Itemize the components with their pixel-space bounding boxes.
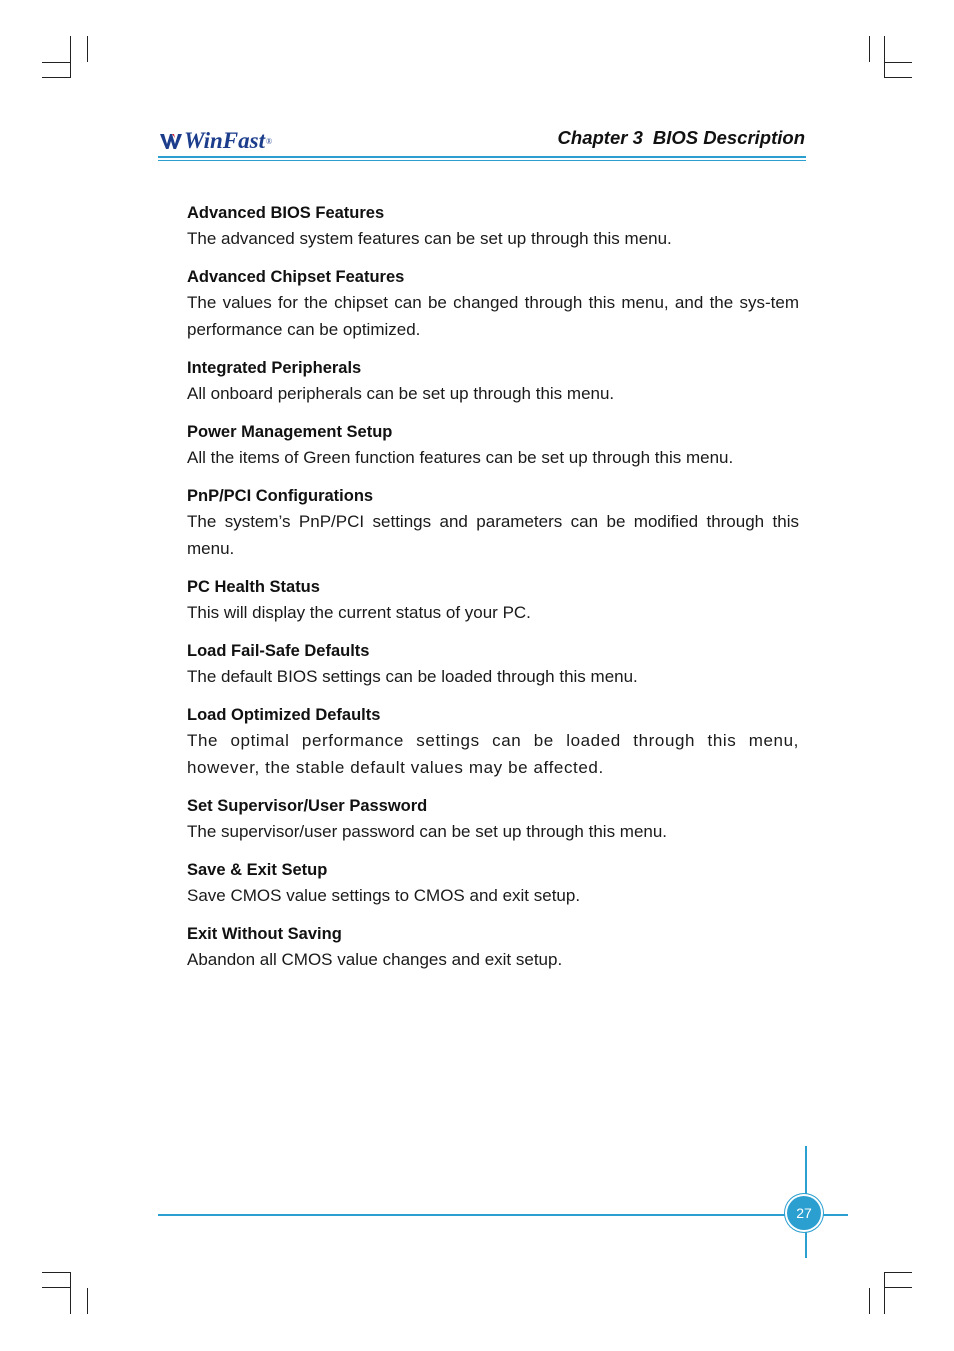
entry-title: Advanced BIOS Features — [187, 204, 385, 222]
chapter-heading — [558, 127, 805, 149]
entry-text: All onboard peripherals can be set up through this menu. — [187, 384, 615, 403]
crop-mark — [884, 1272, 885, 1314]
crop-mark — [42, 1287, 71, 1288]
crop-mark — [884, 36, 885, 78]
crop-mark — [87, 36, 88, 62]
crop-mark — [869, 1288, 870, 1314]
crop-mark — [87, 1288, 88, 1314]
entry-title: Advanced Chipset Features — [187, 268, 405, 286]
entry-load-fail-safe-defaults — [187, 639, 799, 690]
entry-title: Integrated Peripherals — [187, 359, 362, 377]
entry-text: All the items of Green function features can be set up through this menu. — [187, 448, 734, 467]
crop-mark — [884, 1272, 912, 1273]
entry-text: The supervisor/user password can be set up through this menu. — [187, 822, 668, 841]
menu-descriptions — [187, 201, 799, 986]
entry-advanced-chipset-features — [187, 265, 799, 343]
crop-mark — [42, 62, 71, 63]
entry-text: The optimal performance settings can be loaded through this menu, however, the stable default values may be affected. — [187, 731, 799, 777]
entry-exit-without-saving — [187, 922, 799, 973]
entry-title: Power Management Setup — [187, 423, 393, 441]
entry-text: The values for the chipset can be changed through this menu, and the sys-tem performance can be optimized. — [187, 293, 799, 339]
winfast-logo — [160, 126, 272, 156]
entry-save-exit-setup — [187, 858, 799, 909]
crop-mark — [869, 36, 870, 62]
entry-text: The system’s PnP/PCI settings and parameters can be modified through this menu. — [187, 512, 799, 558]
entry-title: Load Optimized Defaults — [187, 706, 381, 724]
entry-text: Save CMOS value settings to CMOS and exit setup. — [187, 886, 581, 905]
entry-power-management-setup — [187, 420, 799, 471]
page-number: 27 — [796, 1205, 812, 1221]
brand-name: WinFast — [184, 128, 265, 153]
crop-mark — [42, 1272, 71, 1273]
entry-title: Exit Without Saving — [187, 925, 342, 943]
footer-rule — [158, 1214, 848, 1216]
page-number-badge — [787, 1196, 821, 1230]
winfast-w-icon — [160, 132, 182, 150]
entry-set-supervisor-user-password — [187, 794, 799, 845]
entry-load-optimized-defaults — [187, 703, 799, 781]
crop-mark — [884, 77, 912, 78]
entry-title: PC Health Status — [187, 578, 320, 596]
header-rule-thin — [158, 160, 806, 161]
entry-title: Save & Exit Setup — [187, 861, 328, 879]
crop-mark — [42, 77, 71, 78]
crop-mark — [70, 36, 71, 78]
chapter-title: BIOS Description — [652, 127, 805, 148]
entry-pnp-pci-configurations — [187, 484, 799, 562]
crop-mark — [70, 1272, 71, 1314]
registered-icon: ® — [265, 136, 273, 146]
entry-title: Load Fail-Safe Defaults — [187, 642, 370, 660]
chapter-label: Chapter 3 — [557, 127, 643, 148]
crop-mark — [884, 1287, 912, 1288]
entry-title: Set Supervisor/User Password — [187, 797, 428, 815]
entry-text: Abandon all CMOS value changes and exit setup. — [187, 950, 563, 969]
entry-pc-health-status — [187, 575, 799, 626]
header-rule — [158, 156, 806, 158]
entry-text: The advanced system features can be set up through this menu. — [187, 229, 672, 248]
entry-title: PnP/PCI Configurations — [187, 487, 374, 505]
entry-text: The default BIOS settings can be loaded through this menu. — [187, 667, 638, 686]
entry-integrated-peripherals — [187, 356, 799, 407]
entry-text: This will display the current status of your PC. — [187, 603, 531, 622]
crop-mark — [884, 62, 912, 63]
entry-advanced-bios-features — [187, 201, 799, 252]
